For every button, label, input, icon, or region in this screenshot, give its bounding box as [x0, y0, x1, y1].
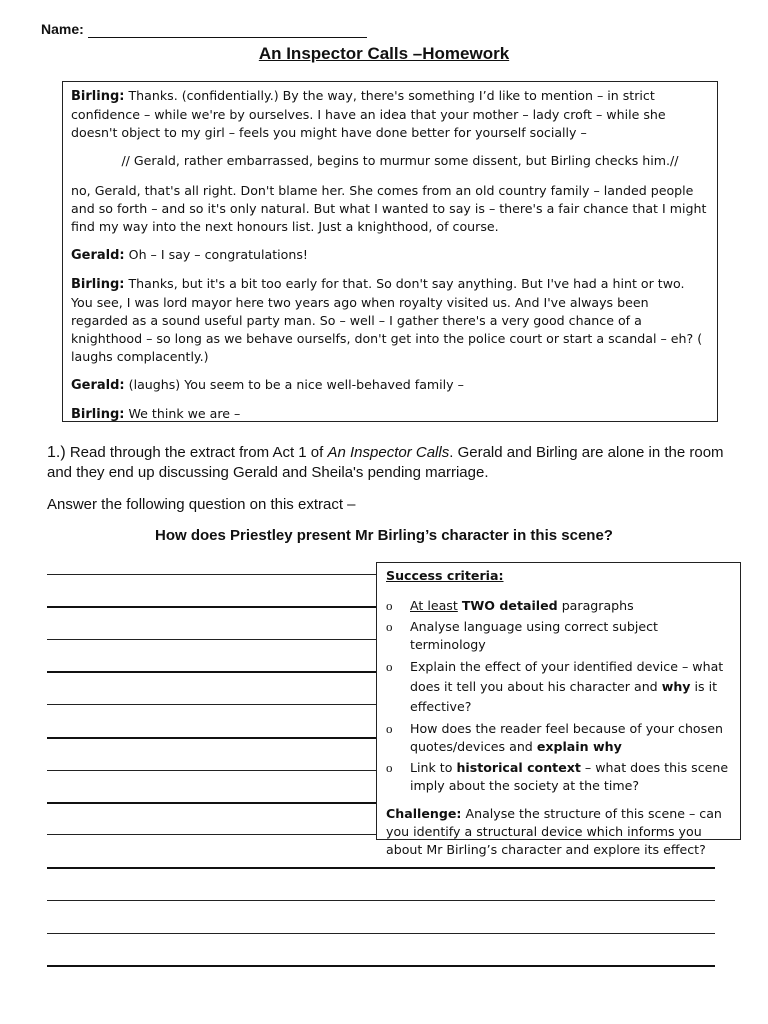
extract-paragraph	[71, 376, 709, 395]
speaker-label: Gerald:	[71, 378, 125, 393]
criteria-text: At least	[410, 598, 458, 613]
dialogue-text: We think we are –	[128, 406, 241, 421]
bullet-icon: o	[386, 619, 393, 634]
name-write-line[interactable]	[88, 37, 367, 38]
answer-line[interactable]	[47, 867, 715, 869]
criteria-emphasis: historical context	[456, 760, 581, 775]
success-criteria-box	[376, 562, 741, 857]
criteria-list	[386, 597, 731, 795]
criteria-text: Analyse language using correct subject terminology	[410, 619, 658, 652]
page-title: An Inspector Calls –Homework	[258, 44, 510, 63]
answer-line[interactable]	[47, 770, 377, 771]
criteria-text: – what does this scene imply about the society at the time?	[410, 760, 729, 793]
challenge-text	[386, 805, 731, 859]
criteria-heading: Success criteria:	[386, 568, 504, 583]
question-text: How does Priestley present Mr Birling’s character in this scene?	[155, 527, 613, 544]
criteria-text: How does the reader feel because of your chosen quotes/devices and	[410, 721, 723, 754]
criteria-emphasis: TWO detailed	[461, 598, 558, 613]
criteria-emphasis: why	[661, 679, 691, 694]
criteria-item	[386, 597, 731, 615]
dialogue-text: (laughs) You seem to be a nice well-behaved family –	[128, 377, 464, 392]
extract-paragraph	[71, 246, 709, 265]
task-number: 1.)	[47, 444, 66, 461]
answer-line[interactable]	[47, 737, 377, 739]
speaker-label: Birling:	[71, 89, 125, 104]
extract-box	[62, 81, 718, 422]
answer-line[interactable]	[47, 639, 377, 640]
extract-paragraph	[71, 182, 709, 236]
challenge-label: Challenge:	[386, 806, 462, 821]
play-title: An Inspector Calls	[327, 444, 450, 461]
dialogue-text: Thanks, but it's a bit too early for that. So don't say anything. But I've had a hint or two. You see, I was lord mayor here two years ago when royalty visited us. And I've always been regarded as a sound useful party man. So – well – I gather there's a very good chance of a knighthood – so long as we behave ourselfs, don't get into the police court or start a scandal – eh? ( laughs complacently.)	[71, 276, 703, 364]
extract-paragraph	[71, 405, 709, 424]
criteria-text: paragraphs	[561, 598, 634, 613]
answer-line[interactable]	[47, 574, 377, 575]
answer-line[interactable]	[47, 671, 377, 673]
bullet-icon: o	[386, 721, 393, 736]
dialogue-text: Thanks. (confidentially.) By the way, there's something I’d like to mention – in strict confidence – while we're by ourselves. I have an idea that your mother – lady croft – while she doesn't object to my girl – feels you might have done better for yourself socially –	[71, 88, 666, 140]
answer-line[interactable]	[47, 834, 377, 835]
speaker-label: Birling:	[71, 407, 125, 422]
criteria-item	[386, 720, 731, 756]
stage-direction: // Gerald, rather embarrassed, begins to murmur some dissent, but Birling checks him.//	[121, 153, 679, 168]
bullet-icon: o	[386, 760, 393, 775]
challenge-body: Analyse the structure of this scene – can you identify a structural device which informs you about Mr Birling’s character and explore its effect?	[386, 806, 722, 857]
criteria-text: is it effective?	[410, 679, 718, 714]
answer-line[interactable]	[47, 933, 715, 934]
bullet-icon: o	[386, 598, 393, 613]
task-intro-rest: . Gerald and Birling are alone in the room and they end up discussing Gerald and Sheila's pending marriage.	[47, 444, 724, 481]
criteria-item	[386, 759, 731, 795]
answer-line[interactable]	[47, 704, 377, 705]
criteria-text: Explain the effect of your identified device – what does it tell you about his character and	[410, 659, 724, 694]
criteria-text: Link to	[410, 760, 453, 775]
extract-paragraph	[71, 87, 709, 142]
answer-prompt: Answer the following question on this extract –	[47, 496, 356, 513]
answer-line[interactable]	[47, 802, 377, 804]
answer-line[interactable]	[47, 900, 715, 901]
answer-line[interactable]	[47, 965, 715, 967]
bullet-icon: o	[386, 659, 393, 674]
criteria-item	[386, 657, 731, 717]
name-label: Name:	[41, 21, 84, 37]
task-intro: Read through the extract from Act 1 of	[69, 444, 324, 461]
dialogue-text: no, Gerald, that's all right. Don't blame her. She comes from an old country family – landed people and so forth – and so it's only natural. But what I wanted to say is – there's a fair chance that I might find my way into the next honours list. Just a knighthood, of course.	[71, 183, 707, 234]
answer-line[interactable]	[47, 606, 377, 608]
dialogue-text: Oh – I say – congratulations!	[128, 247, 308, 262]
speaker-label: Gerald:	[71, 248, 125, 263]
criteria-emphasis: explain why	[536, 739, 622, 754]
task-instructions	[47, 443, 727, 483]
speaker-label: Birling:	[71, 277, 125, 292]
criteria-item	[386, 618, 731, 654]
extract-paragraph	[71, 275, 709, 366]
